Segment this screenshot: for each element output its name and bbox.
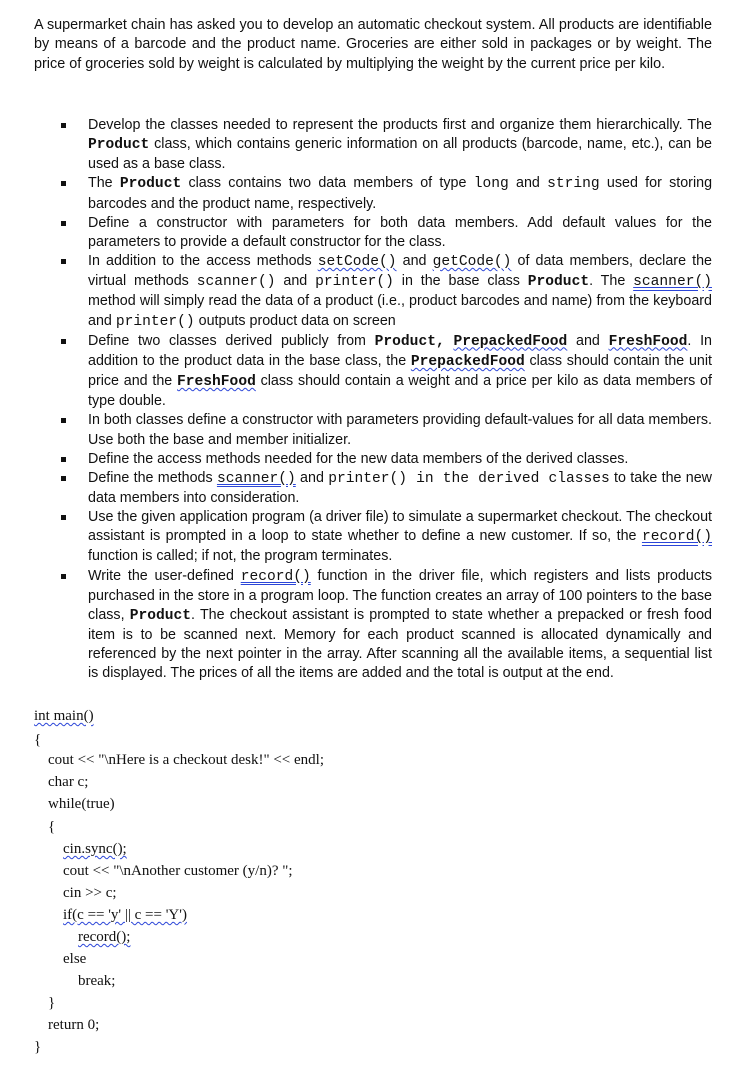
list-item: Define two classes derived publicly from Product, PrepackedFood and FreshFood. In addition to the product data in the base class, the PrepackedFood class should contain the unit price and the FreshFood class should contain a weight and a price per kilo as data members of type double. [60,332,712,412]
class-name: Product [88,137,150,154]
code-line: return 0; [48,1017,100,1033]
function-name: record() [641,529,712,546]
type-string: string [547,176,600,193]
requirements-list [60,116,712,684]
list-item: The Product class contains two data members of type long and string used for storing barcodes and the product name, respectively. [60,174,712,213]
class-name: Product [119,176,182,193]
code-line: } [34,1039,42,1055]
method-name: setCode() [317,254,397,271]
list-item: Define the methods scanner() and printer() in the derived classes to take the new data members into consideration. [60,469,712,508]
code-line: cin >> c; [63,885,117,901]
code-line: { [48,819,56,835]
list-item: Use the given application program (a driver file) to simulate a supermarket checkout. The checkout assistant is prompted in a loop to state whether to define a new customer. If so, the record() function is called; if not, the program terminates. [60,508,712,566]
list-item: Define the access methods needed for the new data members of the derived classes. [60,450,712,469]
code-line: } [48,995,56,1011]
list-item: In both classes define a constructor with parameters providing default-values for all data members. Use both the base and member initializer. [60,411,712,449]
method-name: printer() [315,274,394,291]
class-name: Product [129,607,192,624]
list-item: Define a constructor with parameters for both data members. Add default values for the parameters to provide a default constructor for the class. [60,214,712,252]
method-name: printer() [115,313,195,330]
code-line: { [34,732,42,748]
code-line: char c; [48,774,89,790]
code-line: cin.sync(); [63,841,127,857]
code-line: record(); [78,929,131,945]
class-name: PrepackedFood [453,333,568,350]
code-line: break; [78,973,116,989]
method-name: scanner() [196,274,276,291]
method-name: scanner() [216,470,296,487]
intro-paragraph: A supermarket chain has asked you to develop an automatic checkout system. All products are identifiable by means of a barcode and the product name. Groceries are either sold in packages or by weight. The price of groceries sold by weight is calculated by multiplying the weight by the current price per kilo. [34,17,712,72]
list-item: Write the user-defined record() function in the driver file, which registers and lists products purchased in the store in a program loop. The function creates an array of 100 pointers to the base class, Product. The checkout assistant is prompted to state whether a prepacked or fresh food item is to be scanned next. Memory for each product scanned is allocated dynamically and referenced by the next pointer in the array. After scanning all the available items, a sequential list is displayed. The prices of all the items are added and the total is output at the end. [60,567,712,684]
class-name: PrepackedFood [410,353,525,370]
code-line: int main() [34,708,94,724]
class-name: Product [527,274,590,291]
code-line: else [63,951,87,967]
list-item: Develop the classes needed to represent the products first and organize them hierarchically. The Product class, which contains generic information on all products (barcode, name, etc.), can be used as a base class. [60,116,712,174]
method-name: printer() in the derived classes [328,470,610,487]
class-name: FreshFood [177,374,256,391]
type-long: long [473,176,509,193]
class-name: FreshFood [608,333,688,350]
class-name: Product, [374,333,445,350]
code-line: while(true) [48,796,115,812]
method-name: getCode() [432,254,512,271]
code-line: cout << "\nHere is a checkout desk!" << endl; [48,752,325,768]
code-line: cout << "\nAnother customer (y/n)? "; [63,863,293,879]
list-item: In addition to the access methods setCode() and getCode() of data members, declare the virtual methods scanner() and printer() in the base class Product. The scanner() method will simply read the data of a product (i.e., product barcodes and name) from the keyboard and printer() outputs product data on screen [60,252,712,332]
method-name: scanner() [633,274,712,291]
function-name: record() [240,568,311,585]
code-line: if(c == 'y' || c == 'Y') [63,907,187,923]
